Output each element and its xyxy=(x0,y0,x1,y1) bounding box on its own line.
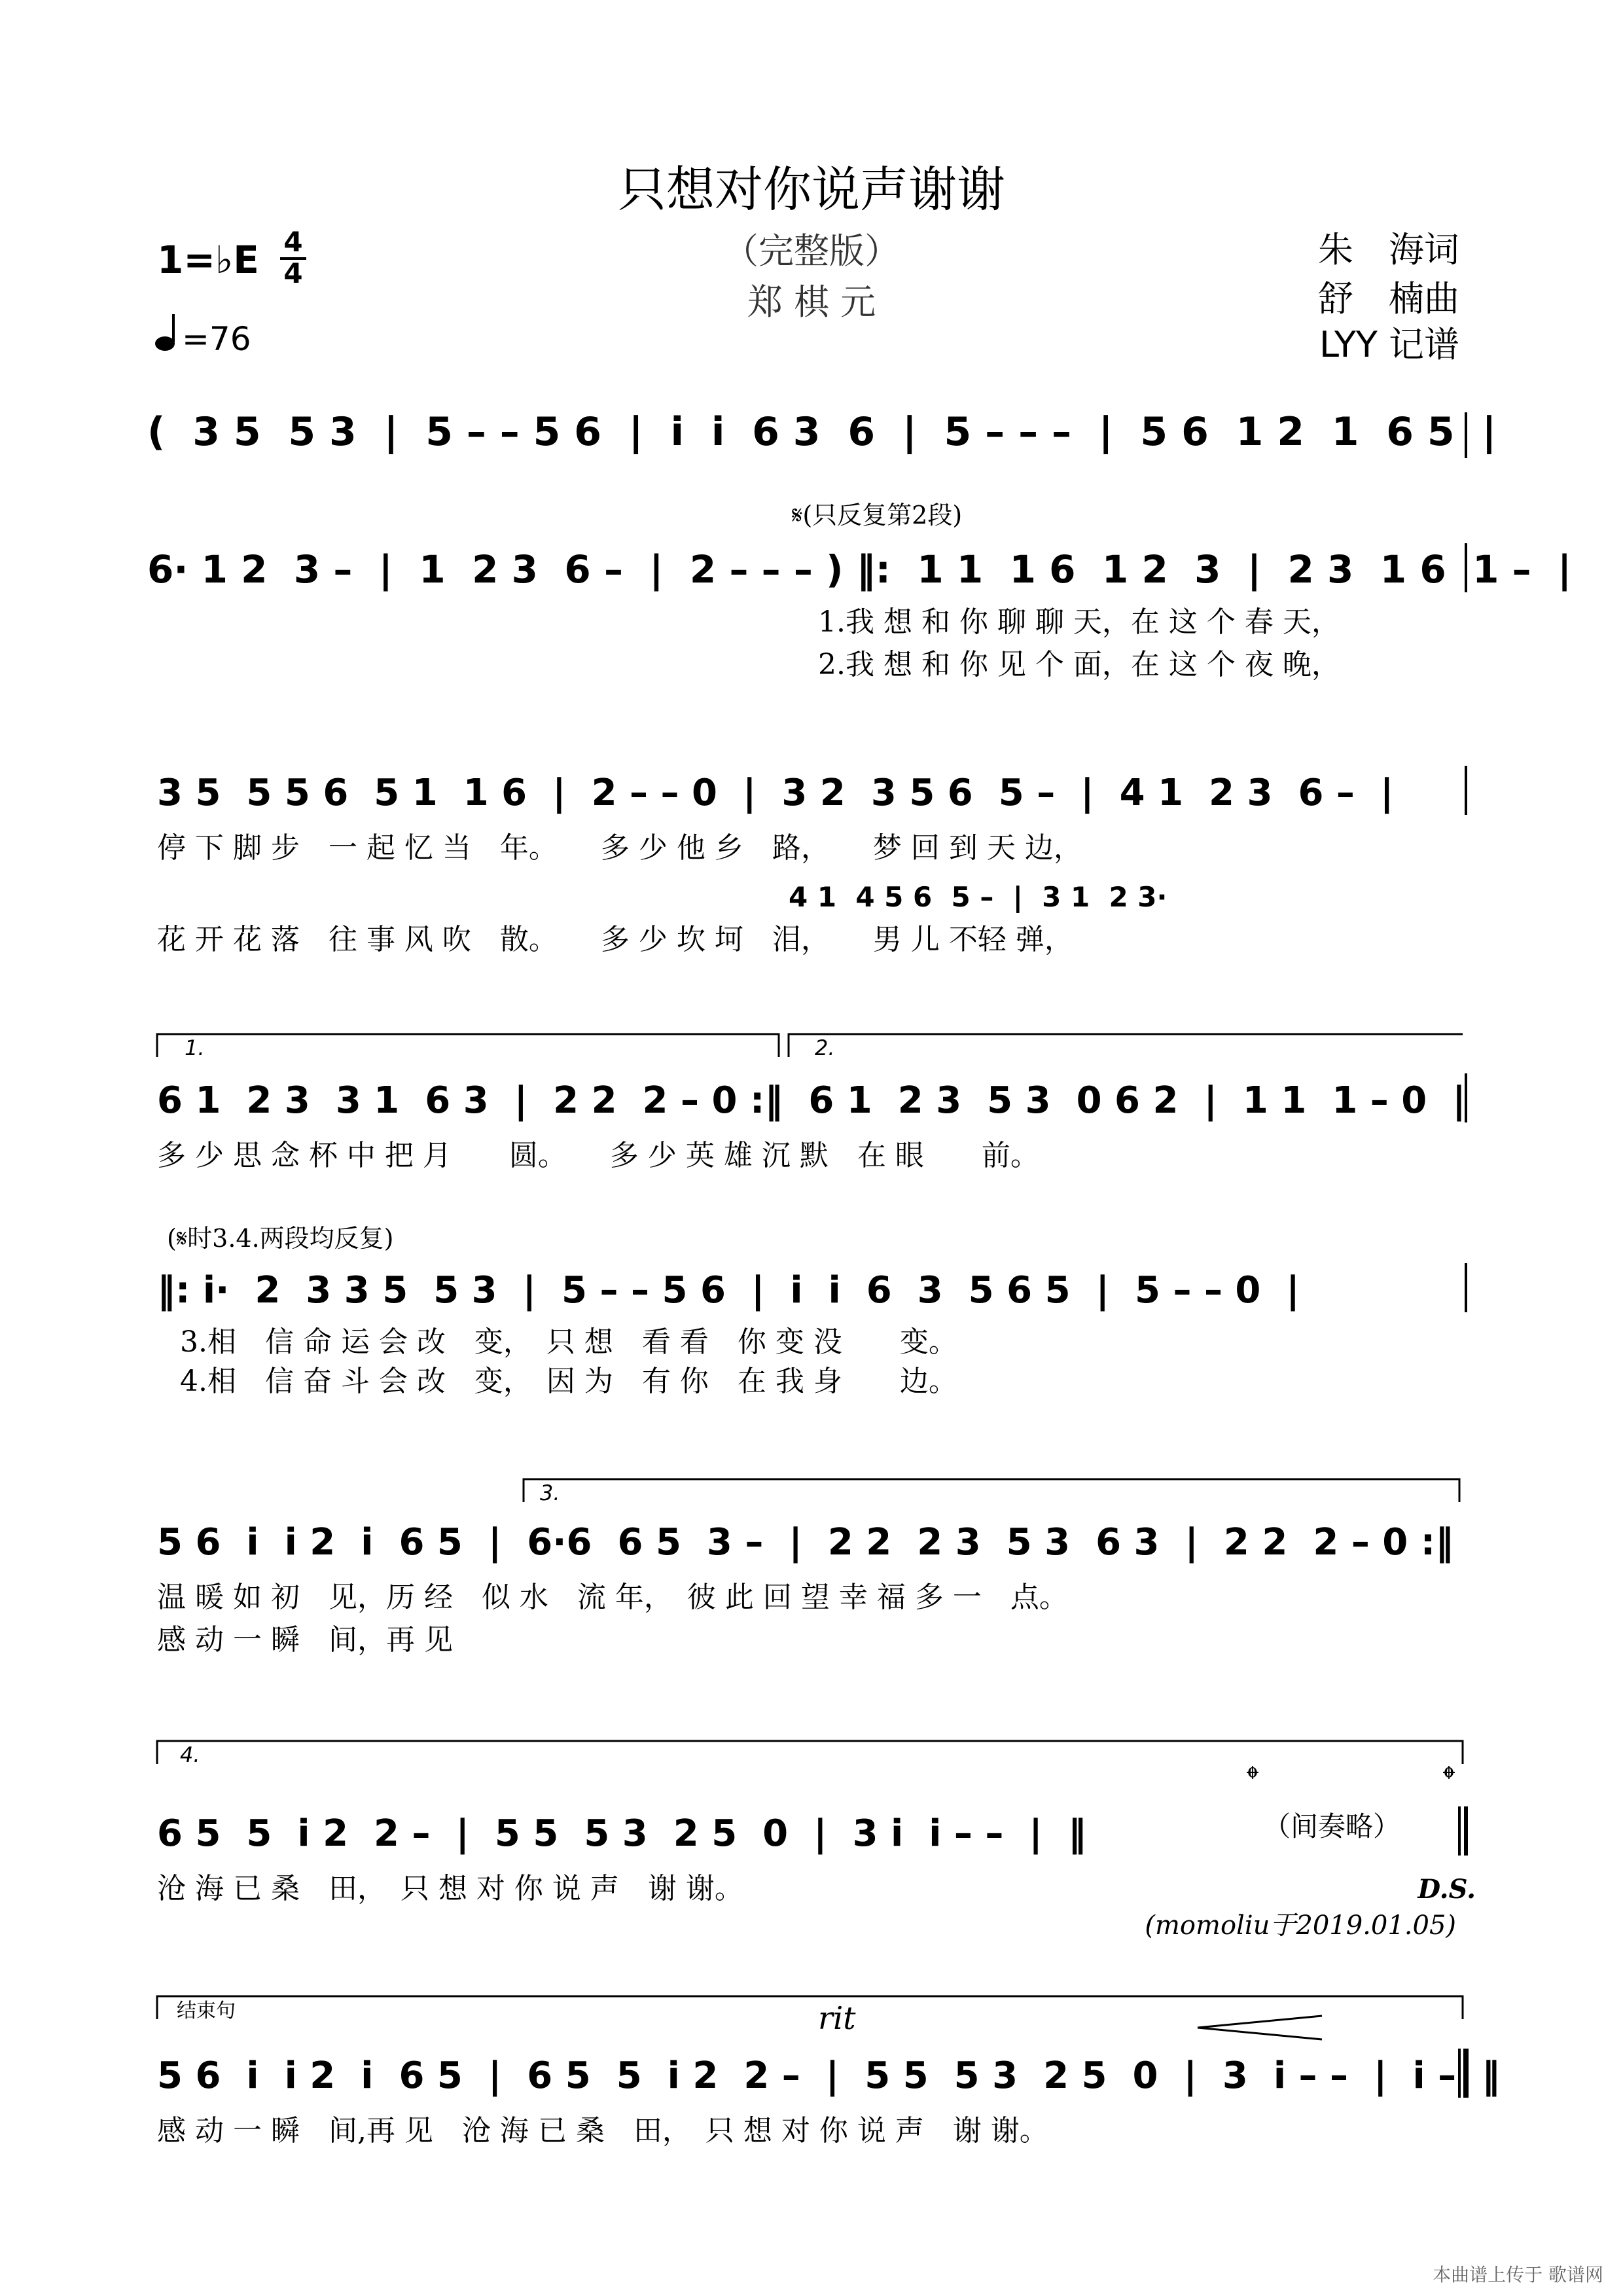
system-5 xyxy=(157,1224,1466,1398)
interlude-note: （间奏略） xyxy=(1263,1810,1401,1842)
time-signature-bottom: 4 xyxy=(283,257,303,289)
credit: (momoliu于2019.01.05) xyxy=(1145,1910,1456,1941)
notation-row: 5 6 i i 2 i 6 5 | 6·6 6 5 3 – | 2 2 2 3 5 3 6 3 | 2 2 2 – 0 :‖ xyxy=(157,1521,1454,1564)
lyric-line: 3.相 信 命 运 会 改 变， 只 想 看 看 你 变 没 变。 xyxy=(180,1325,957,1359)
notation-row: 6 5 5 i 2 2 – | 5 5 5 3 2 5 0 | 3 i i – – | ‖ xyxy=(157,1812,1086,1855)
transcriber: LYY 记谱 xyxy=(1319,324,1459,365)
system-6 xyxy=(157,1479,1459,1657)
volta-3: 3. xyxy=(540,1480,560,1505)
lyric-line: 1.我 想 和 你 聊 聊 天，在 这 个 春 天， xyxy=(818,605,1340,639)
segno-note: 𝄋(只反复第2段) xyxy=(792,501,963,529)
singer: 郑 棋 元 xyxy=(747,281,876,323)
volta-4: 4. xyxy=(180,1742,200,1767)
tempo: =76 xyxy=(182,320,251,358)
alt-notation-row: 4 1 4 5 6 5 – | 3 1 2 3· xyxy=(789,881,1168,913)
notation-row: ‖: i· 2 3 3 5 5 3 | 5 – – 5 6 | i i 6 3 5 6 5 | 5 – – 0 | xyxy=(157,1269,1300,1312)
segno-note-2: (𝄋时3.4.两段均反复) xyxy=(167,1224,394,1253)
page-title: 只想对你说声谢谢 xyxy=(618,162,1005,218)
notation-row: ( 3 5 5 3 | 5 – – 5 6 | i i 6 3 6 | 5 – – – | 5 6 1 2 1 6 5 | xyxy=(147,409,1497,455)
lyric-line: 2.我 想 和 你 见 个 面，在 这 个 夜 晚， xyxy=(818,648,1340,681)
system-8 xyxy=(157,1996,1500,2147)
volta-1: 1. xyxy=(185,1035,205,1060)
system-7 xyxy=(157,1741,1476,1941)
lyric-line: 感 动 一 瞬 间，再 见 xyxy=(157,1623,453,1657)
system-4 xyxy=(157,1034,1466,1172)
coda-icon: 𝄌 xyxy=(1247,1759,1258,1799)
lyric-line: 多 少 思 念 杯 中 把 月 圆。 多 少 英 雄 沉 默 在 眼 前。 xyxy=(157,1139,1039,1172)
rit-mark: rit xyxy=(818,2000,856,2037)
coda-icon: 𝄌 xyxy=(1443,1759,1455,1799)
footer-watermark: 本曲谱上传于 歌谱网 xyxy=(1433,2264,1603,2286)
lyric-line: 花 开 花 落 往 事 风 吹 散。 多 少 坎 坷 泪， 男 儿 不轻 弹， xyxy=(157,923,1073,956)
time-signature-top: 4 xyxy=(283,226,303,258)
system-2 xyxy=(147,501,1571,681)
lyricist: 朱 海词 xyxy=(1318,229,1459,270)
lyric-line: 停 下 脚 步 一 起 忆 当 年。 多 少 他 乡 路， 梦 回 到 天 边， xyxy=(157,831,1082,865)
volta-2: 2. xyxy=(815,1035,835,1060)
notation-row: 5 6 i i 2 i 6 5 | 6 5 5 i 2 2 – | 5 5 5 3 2 5 0 | 3 i – – | i – ‖ xyxy=(157,2054,1501,2097)
notation-row: 6 1 2 3 3 1 6 3 | 2 2 2 – 0 :‖ 6 1 2 3 5 3 0 6 2 | 1 1 1 – 0 | xyxy=(157,1079,1466,1122)
quarter-note-icon xyxy=(155,314,175,351)
composer: 舒 楠曲 xyxy=(1318,278,1459,319)
notation-row: 6· 1 2 3 – | 1 2 3 6 – | 2 – – – ) ‖: 1 1 1 6 1 2 3 | 2 3 1 6 1 – | xyxy=(147,547,1572,592)
notation-row: 3 5 5 5 6 5 1 1 6 | 2 – – 0 | 3 2 3 5 6 5 – | 4 1 2 3 6 – | xyxy=(157,772,1394,814)
lyric-line: 沧 海 已 桑 田， 只 想 对 你 说 声 谢 谢。 xyxy=(157,1872,743,1905)
lyric-line: 温 暖 如 初 见，历 经 似 水 流 年， 彼 此 回 望 幸 福 多 一 点。 xyxy=(157,1581,1068,1614)
key-signature: 1=♭E xyxy=(157,238,259,282)
decrescendo-icon xyxy=(1198,2016,1322,2039)
system-1 xyxy=(147,409,1496,458)
lyric-line: 4.相 信 奋 斗 会 改 变， 因 为 有 你 在 我 身 边。 xyxy=(180,1365,957,1398)
system-3 xyxy=(157,766,1466,956)
lyric-line: 感 动 一 瞬 间,再 见 沧 海 已 桑 田， 只 想 对 你 说 声 谢 谢。 xyxy=(157,2114,1048,2147)
ending-label: 结束句 xyxy=(177,2000,236,2022)
ds-mark: D.S. xyxy=(1418,1874,1476,1905)
subtitle: （完整版） xyxy=(723,230,900,272)
